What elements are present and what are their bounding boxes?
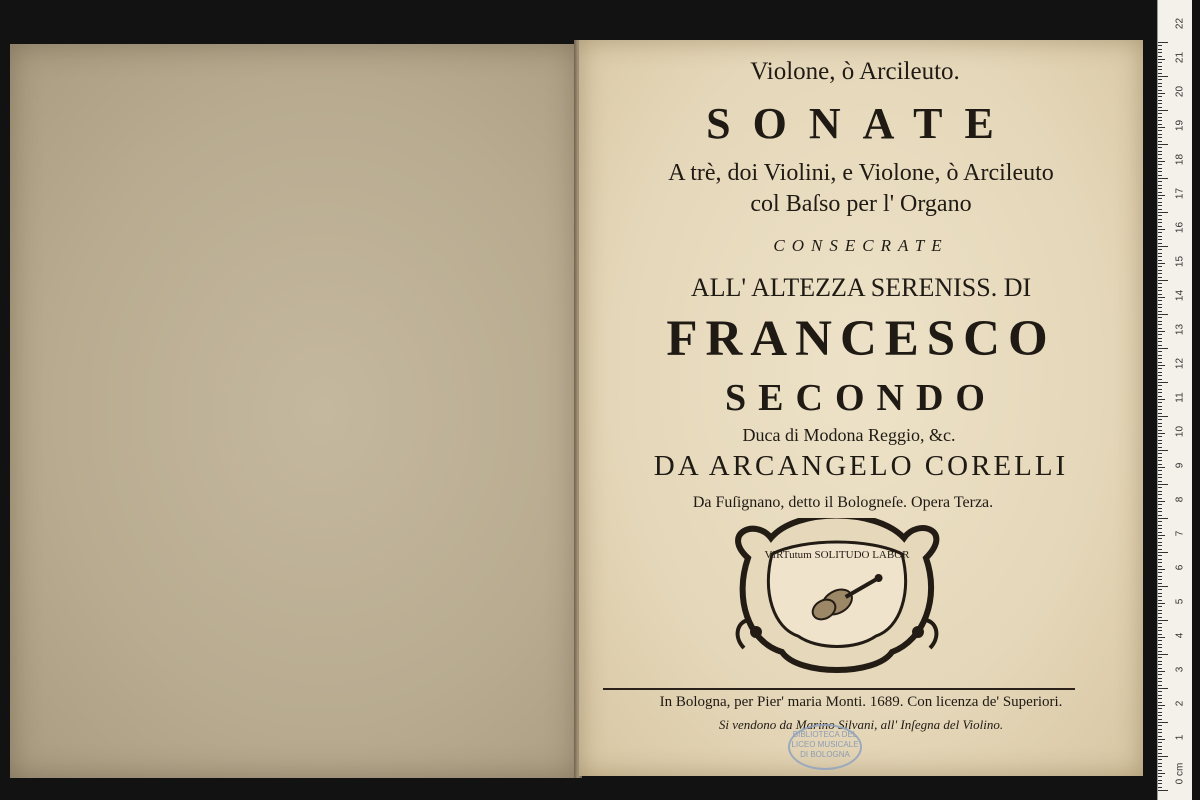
ruler-tick [1158,589,1162,590]
ruler-tick [1158,294,1162,295]
ruler-mark-1: 1 [1174,734,1186,741]
ruler-tick [1158,545,1162,546]
ruler-tick [1158,205,1162,206]
ruler-tick [1158,212,1168,213]
emblem-motto: VIRTutum SOLITUDO LABOR [764,549,910,561]
ruler-mark-17: 17 [1174,187,1186,200]
ruler-tick [1158,375,1162,376]
ruler-tick [1158,130,1162,131]
ruler-tick [1158,314,1168,315]
ruler-tick [1158,86,1162,87]
ruler-tick [1158,508,1162,509]
ruler-tick [1158,266,1162,267]
heading-consecrate: CONSECRATE [773,236,949,255]
ruler-tick [1158,538,1162,539]
ruler-tick [1158,175,1162,176]
seller-line: Si vendono da Marino Silvani, all' Inſegna del Violino. [718,717,1004,732]
ruler-tick [1158,331,1165,332]
ruler-tick [1158,382,1168,383]
ruler-tick [1158,341,1162,342]
ruler-tick [1158,732,1162,733]
dedication-line: ALL' ALTEZZA SERENISS. DI [690,273,1032,302]
ruler-tick [1158,552,1168,553]
ruler-mark-6: 6 [1174,564,1186,571]
ruler-tick [1158,596,1162,597]
ruler-tick [1158,708,1162,709]
ruler-tick [1158,759,1162,760]
ruler-tick [1158,436,1162,437]
ruler-tick [1158,300,1162,301]
ruler-tick [1158,569,1165,570]
ruler-mark-5: 5 [1174,598,1186,605]
imprint-line: In Bologna, per Pier' maria Monti. 1689. Con licenza de' Superiori. [659,694,1063,710]
ruler-tick [1158,144,1168,145]
ruler-tick [1158,113,1162,114]
ruler-tick [1158,246,1168,247]
ruler-tick [1158,623,1162,624]
ruler-mark-2: 2 [1174,700,1186,707]
ruler-tick [1158,110,1168,111]
subtitle-organ: col Baſso per l' Organo [750,191,972,217]
ruler-tick [1158,460,1162,461]
ruler-tick [1158,664,1162,665]
ruler-tick [1158,406,1162,407]
ruler-mark-20: 20 [1174,85,1186,98]
ruler-tick [1158,620,1168,621]
ruler-tick [1158,147,1162,148]
ruler-tick [1158,226,1162,227]
ruler-tick [1158,481,1162,482]
ruler-tick [1158,487,1162,488]
ruler-tick [1158,103,1162,104]
ruler-tick [1158,464,1162,465]
ruler-tick [1158,42,1168,43]
ruler-tick [1158,416,1168,417]
ruler-tick [1158,613,1162,614]
ruler-tick [1158,185,1162,186]
ruler-tick [1158,348,1168,349]
ruler-tick [1158,430,1162,431]
ruler-tick [1158,719,1162,720]
ruler-tick [1158,96,1162,97]
ruler-tick [1158,181,1162,182]
ruler-tick [1158,535,1165,536]
ruler-tick [1158,498,1162,499]
ruler-tick [1158,402,1162,403]
ruler-tick [1158,409,1162,410]
blank-left-page [10,44,580,778]
ruler-tick [1158,528,1162,529]
ruler-tick [1158,654,1168,655]
ruler-tick [1158,532,1162,533]
ruler-tick [1158,215,1162,216]
ruler-tick [1158,695,1162,696]
ruler-tick [1158,783,1162,784]
ruler-tick [1158,117,1162,118]
composer-line: DA ARCANGELO CORELLI [653,450,1069,482]
ruler-tick [1158,674,1162,675]
ruler-tick [1158,559,1162,560]
ruler-tick [1158,365,1165,366]
ruler-tick [1158,124,1162,125]
ruler-tick [1158,253,1162,254]
ruler-tick [1158,280,1168,281]
ruler-tick [1158,593,1162,594]
ruler-tick [1158,739,1165,740]
ruler-tick [1158,617,1162,618]
ruler-tick [1158,107,1162,108]
ornament-emblem [726,518,948,678]
ruler-tick [1158,62,1162,63]
ruler-tick [1158,164,1162,165]
ruler-tick [1158,600,1162,601]
ruler-mark-18: 18 [1174,153,1186,166]
ruler-tick [1158,290,1162,291]
ruler-tick [1158,69,1162,70]
ruler-tick [1158,691,1162,692]
ruler-tick [1158,141,1162,142]
ruler-tick [1158,572,1162,573]
ruler-tick [1158,474,1162,475]
ruler-tick [1158,525,1162,526]
ruler-mark-22: 22 [1174,17,1186,30]
ruler-tick [1158,722,1168,723]
ruler-tick [1158,219,1162,220]
heading-violone: Violone, ò Arcileuto. [750,58,960,85]
ruler-tick [1158,59,1165,60]
ruler-mark-9: 9 [1174,462,1186,469]
ruler-mark-14: 14 [1174,289,1186,302]
ruler-tick [1158,277,1162,278]
ruler-tick [1158,168,1162,169]
ruler-tick [1158,198,1162,199]
ruler-tick [1158,202,1162,203]
ruler-tick [1158,637,1165,638]
heading-secondo: SECONDO [725,377,997,419]
ruler-tick [1158,450,1168,451]
ruler-tick [1158,647,1162,648]
ruler-tick [1158,270,1162,271]
ruler-tick [1158,239,1162,240]
ruler-mark-15: 15 [1174,255,1186,268]
ruler-tick [1158,283,1162,284]
ruler-tick [1158,379,1162,380]
ruler-tick [1158,188,1162,189]
ruler-tick [1158,355,1162,356]
ruler-tick [1158,780,1162,781]
ruler-tick [1158,338,1162,339]
ruler-tick [1158,579,1162,580]
ruler-tick [1158,49,1162,50]
ruler-tick [1158,467,1165,468]
ruler-tick [1158,321,1162,322]
ruler-mark-12: 12 [1174,357,1186,370]
subtitle-instruments: A trè, doi Violini, e Violone, ò Arcileuto [668,160,1054,186]
ruler-tick [1158,396,1162,397]
ruler-tick [1158,678,1162,679]
ruler-tick [1158,311,1162,312]
ruler-tick [1158,287,1162,288]
ruler-tick [1158,358,1162,359]
ruler-tick [1158,555,1162,556]
ruler-mark-3: 3 [1174,666,1186,673]
ruler-tick [1158,362,1162,363]
ruler-tick [1158,542,1162,543]
ruler-tick [1158,345,1162,346]
ruler-tick [1158,549,1162,550]
ruler-tick [1158,45,1162,46]
ruler-tick [1158,756,1168,757]
ruler-tick [1158,443,1162,444]
ruler-tick [1158,749,1162,750]
ruler-tick [1158,76,1168,77]
ruler-tick [1158,447,1162,448]
ruler-mark-7: 7 [1174,530,1186,537]
ruler-tick [1158,606,1162,607]
ruler-tick [1158,634,1162,635]
ruler-tick [1158,317,1162,318]
ruler-tick [1158,232,1162,233]
ruler-tick [1158,79,1162,80]
ruler-tick [1158,790,1168,791]
ruler-tick [1158,426,1162,427]
ruler-tick [1158,763,1162,764]
ruler-tick [1158,627,1162,628]
ruler-tick [1158,83,1162,84]
ruler-mark-10: 10 [1174,425,1186,438]
ruler-tick [1158,229,1165,230]
ruler-mark-8: 8 [1174,496,1186,503]
ruler-tick [1158,725,1162,726]
measurement-ruler [1157,0,1192,800]
ruler-tick [1158,93,1165,94]
ruler-tick [1158,504,1162,505]
ruler-tick [1158,100,1162,101]
title-page [579,40,1143,776]
ruler-tick [1158,178,1168,179]
ruler-tick [1158,515,1162,516]
ruler-tick [1158,385,1162,386]
ruler-tick [1158,521,1162,522]
ruler-tick [1158,729,1162,730]
ruler-tick [1158,399,1165,400]
ruler-tick [1158,610,1162,611]
ruler-tick [1158,56,1162,57]
library-stamp: BIBLIOTECA DEL LICEO MUSICALE DI BOLOGNA [788,724,862,770]
ruler-tick [1158,712,1162,713]
ruler-tick [1158,392,1162,393]
ruler-tick [1158,137,1162,138]
ruler-tick [1158,368,1162,369]
ruler-tick [1158,263,1165,264]
ruler-tick [1158,501,1165,502]
duke-title: Duca di Modona Reggio, &c. [742,425,956,445]
ruler-tick [1158,324,1162,325]
ruler-tick [1158,351,1162,352]
ruler-tick [1158,586,1168,587]
ruler-tick [1158,661,1162,662]
origin-opus-line: Da Fuſignano, detto il Bologneſe. Opera Terza. [692,494,994,511]
ruler-tick [1158,651,1162,652]
ruler-tick [1158,736,1162,737]
ruler-tick [1158,334,1162,335]
ruler-tick [1158,746,1162,747]
ruler-tick [1158,457,1162,458]
ruler-tick [1158,640,1162,641]
ruler-tick [1158,419,1162,420]
ruler-tick [1158,583,1162,584]
ruler-tick [1158,657,1162,658]
ruler-tick [1158,260,1162,261]
ruler-tick [1158,491,1162,492]
ruler-tick [1158,470,1162,471]
heading-sonate: SONATE [706,99,1016,148]
ruler-tick [1158,192,1162,193]
ruler-tick [1158,776,1162,777]
ruler-tick [1158,698,1162,699]
ruler-tick [1158,120,1162,121]
ruler-tick [1158,222,1162,223]
ruler-tick [1158,304,1162,305]
ruler-tick [1158,453,1162,454]
ruler-tick [1158,753,1162,754]
ruler-tick [1158,566,1162,567]
ruler-mark-11: 11 [1174,392,1186,403]
ruler-mark-4: 4 [1174,632,1186,639]
ruler-unit: 0 cm [1174,762,1186,785]
ruler-tick [1158,134,1162,135]
ruler-tick [1158,630,1162,631]
ruler-tick [1158,787,1162,788]
ruler-tick [1158,73,1162,74]
ruler-tick [1158,644,1162,645]
ruler-tick [1158,52,1162,53]
ruler-tick [1158,770,1162,771]
ruler-tick [1158,171,1162,172]
ruler-tick [1158,372,1162,373]
ruler-tick [1158,518,1168,519]
ruler-tick [1158,307,1162,308]
ruler-tick [1158,423,1162,424]
ruler-tick [1158,209,1162,210]
ruler-tick [1158,249,1162,250]
ruler-tick [1158,151,1162,152]
ruler-tick [1158,681,1162,682]
ruler-tick [1158,273,1162,274]
ruler-tick [1158,154,1162,155]
ruler-tick [1158,158,1162,159]
ruler-tick [1158,603,1165,604]
ruler-tick [1158,256,1162,257]
ruler-tick [1158,236,1162,237]
imprint-rule [603,688,1075,690]
ruler-tick [1158,127,1165,128]
ruler-tick [1158,494,1162,495]
ruler-tick [1158,511,1162,512]
ruler-tick [1158,702,1162,703]
ruler-tick [1158,161,1165,162]
ruler-tick [1158,705,1165,706]
ruler-mark-16: 16 [1174,221,1186,234]
ruler-mark-19: 19 [1174,119,1186,132]
ruler-tick [1158,195,1165,196]
ruler-tick [1158,433,1165,434]
ruler-tick [1158,477,1162,478]
ruler-mark-21: 21 [1174,51,1186,64]
ruler-tick [1158,562,1162,563]
ruler-tick [1158,773,1165,774]
ruler-tick [1158,328,1162,329]
ruler-tick [1158,90,1162,91]
ruler-tick [1158,668,1162,669]
ruler-tick [1158,243,1162,244]
ruler-tick [1158,484,1168,485]
ruler-mark-13: 13 [1174,323,1186,336]
ruler-tick [1158,685,1162,686]
heading-francesco: FRANCESCO [666,311,1056,367]
ruler-tick [1158,671,1165,672]
ruler-tick [1158,297,1165,298]
ruler-tick [1158,440,1162,441]
ruler-tick [1158,389,1162,390]
ruler-tick [1158,688,1168,689]
ruler-tick [1158,742,1162,743]
ruler-tick [1158,576,1162,577]
ruler-tick [1158,715,1162,716]
ruler-tick [1158,766,1162,767]
ruler-tick [1158,413,1162,414]
ruler-tick [1158,66,1162,67]
